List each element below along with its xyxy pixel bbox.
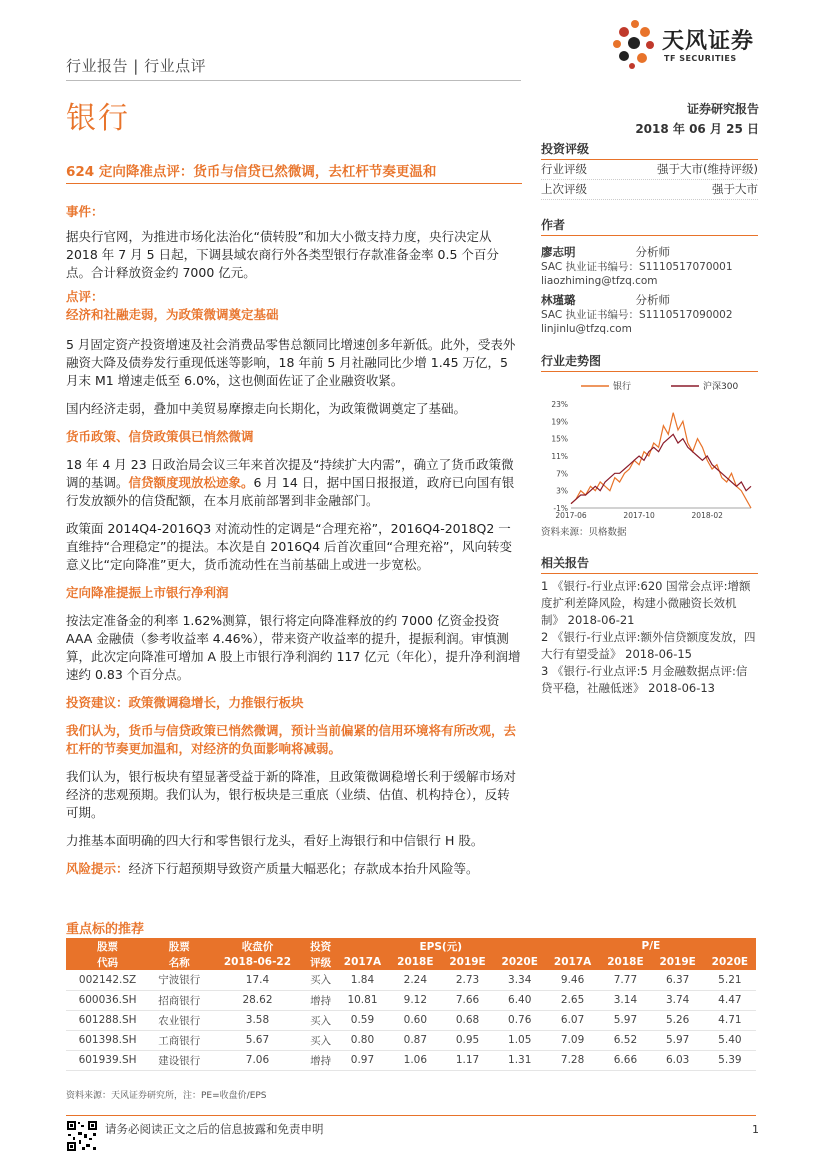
chart-source: 资料来源：贝格数据 xyxy=(541,527,627,538)
related-list xyxy=(541,578,758,697)
table-cell: 买入 xyxy=(306,1010,336,1030)
table-cell: 9.12 xyxy=(389,990,441,1010)
para-policy-c: 6 月 14 日，据中国日报报道，政府已向国有银行发放额外的信贷配额，在本月底前部署到非金融部门。 xyxy=(66,475,515,508)
table-cell: 5.97 xyxy=(652,1030,704,1050)
y-tick-label: 7% xyxy=(556,469,568,479)
table-cell: 6.37 xyxy=(652,970,704,990)
x-tick-label: 2017-10 xyxy=(623,511,655,520)
table-row xyxy=(66,970,756,990)
th: 2017A xyxy=(336,954,390,970)
table-header-row xyxy=(66,954,756,970)
series-line xyxy=(571,413,751,508)
table-cell: 4.47 xyxy=(704,990,756,1010)
table-cell: 买入 xyxy=(306,1030,336,1050)
table-row xyxy=(66,990,756,1010)
table-row xyxy=(66,1010,756,1030)
para-liquidity: 政策面 2014Q4-2016Q3 对流动性的定调是“合理充裕”，2016Q4-2018Q2 一直维持“合理稳定”的提法。本次是自 2016Q4 后首次重回“合理充裕”，风向转变意义比“定向降准”更大，货币流动性在当前基础上或进一步宽松。 xyxy=(66,521,512,572)
table-cell: 2.73 xyxy=(441,970,493,990)
table-cell: 3.14 xyxy=(599,990,651,1010)
related-item[interactable] xyxy=(541,663,758,697)
th: 代码 xyxy=(66,954,149,970)
sidebar xyxy=(541,140,758,697)
rating-label: 行业评级 xyxy=(541,162,587,176)
related-text: 《银行-行业点评:620 国常会点评:增额度扩利差降风险，构建小微融资长效机制》 xyxy=(541,579,751,627)
th: 股票 xyxy=(66,938,149,954)
rating-value: 强于大市(维持评级) xyxy=(657,162,758,176)
author-cert: SAC 执业证书编号：S1110517070001 xyxy=(541,261,733,273)
table-cell: 0.59 xyxy=(336,1010,390,1030)
author-line xyxy=(541,292,758,308)
para-trade: 国内经济走弱，叠加中美贸易摩擦走向长期化，为政策微调奠定了基础。 xyxy=(66,401,467,416)
related-date: 2018-06-21 xyxy=(567,613,635,627)
table-cell: 农业银行 xyxy=(149,1010,209,1030)
author-role: 分析师 xyxy=(635,245,670,259)
table-cell: 3.34 xyxy=(494,970,546,990)
th: 2017A xyxy=(546,954,600,970)
table-header-row xyxy=(66,938,756,954)
author-name: 廖志明 xyxy=(541,245,576,259)
author-cert: SAC 执业证书编号：S1110517090002 xyxy=(541,309,733,321)
risk-text: 经济下行超预期导致资产质量大幅恶化；存款成本抬升风险等。 xyxy=(128,861,479,876)
table-cell: 工商银行 xyxy=(149,1030,209,1050)
risk-label: 风险提示： xyxy=(66,861,129,876)
y-tick-label: 23% xyxy=(551,400,568,409)
table-cell: 建设银行 xyxy=(149,1050,209,1070)
title-divider xyxy=(66,183,522,184)
related-num: 2 xyxy=(541,630,549,644)
table-cell: 0.97 xyxy=(336,1050,390,1070)
table-cell: 10.81 xyxy=(336,990,390,1010)
rating-heading: 投资评级 xyxy=(541,140,758,160)
th: 2019E xyxy=(441,954,493,970)
rating-row xyxy=(541,160,758,180)
th: 评级 xyxy=(306,954,336,970)
author-card xyxy=(541,244,758,288)
y-tick-label: 3% xyxy=(556,486,568,496)
main-body xyxy=(66,203,522,878)
y-tick-label: -1% xyxy=(553,504,568,513)
table-cell: 5.97 xyxy=(599,1010,651,1030)
table-cell: 增持 xyxy=(306,1050,336,1070)
table-cell: 7.28 xyxy=(546,1050,600,1070)
para-policy-b: 信贷额度现放松迹象。 xyxy=(128,475,254,490)
heading-advice: 投资建议：政策微调稳增长，力推银行板块 xyxy=(66,695,304,710)
table-cell: 601288.SH xyxy=(66,1010,149,1030)
y-tick-label: 15% xyxy=(551,434,568,444)
rating-value: 强于大市 xyxy=(712,182,758,196)
table-cell: 5.67 xyxy=(209,1030,305,1050)
table-cell: 17.4 xyxy=(209,970,305,990)
related-date: 2018-06-15 xyxy=(625,647,692,661)
table-cell: 7.77 xyxy=(599,970,651,990)
table-cell: 5.40 xyxy=(704,1030,756,1050)
y-tick-label: 19% xyxy=(551,417,568,427)
series-line xyxy=(571,434,751,503)
footer-divider xyxy=(66,1115,756,1116)
para-economy: 5 月固定资产投资增速及社会消费品零售总额同比增速创多年新低。此外，受表外融资大降及债券发行重现低迷等影响，18 年前 5 月社融同比少增 1.45 万亿，5 月末 M1 增速走低至 6.0%，这也侧面佐证了企业融资收紧。 xyxy=(66,337,516,388)
author-role: 分析师 xyxy=(635,293,670,307)
para-risk xyxy=(66,860,522,878)
related-num: 3 xyxy=(541,664,549,678)
table-cell: 6.52 xyxy=(599,1030,651,1050)
author-heading: 作者 xyxy=(541,216,758,236)
x-tick-label: 2017-06 xyxy=(555,511,587,520)
th: 2018E xyxy=(389,954,441,970)
table-cell: 1.31 xyxy=(494,1050,546,1070)
heading-profit: 定向降准提振上市银行净利润 xyxy=(66,585,229,600)
logo-dots-icon xyxy=(612,18,658,70)
logo-text-cn: 天风证券 xyxy=(662,29,755,54)
table-cell: 0.95 xyxy=(441,1030,493,1050)
footer-disclaimer: 请务必阅读正文之后的信息披露和免责申明 xyxy=(105,1122,324,1136)
th: 2018-06-22 xyxy=(209,954,305,970)
heading-policy: 货币政策、信贷政策俱已悄然微调 xyxy=(66,429,254,444)
table-cell: 2.24 xyxy=(389,970,441,990)
th: 股票 xyxy=(149,938,209,954)
report-category: 行业报告 | 行业点评 xyxy=(66,57,207,75)
logo-text-en: TF SECURITIES xyxy=(664,54,737,63)
x-tick-label: 2018-02 xyxy=(691,511,723,520)
table-row xyxy=(66,1030,756,1050)
th: 名称 xyxy=(149,954,209,970)
table-cell: 宁波银行 xyxy=(149,970,209,990)
table-cell: 2.65 xyxy=(546,990,600,1010)
y-tick-label: 11% xyxy=(551,452,568,461)
trend-heading: 行业走势图 xyxy=(541,352,758,372)
th: P/E xyxy=(546,938,756,954)
table-cell: 5.39 xyxy=(704,1050,756,1070)
table-cell: 600036.SH xyxy=(66,990,149,1010)
table-cell: 增持 xyxy=(306,990,336,1010)
table-cell: 3.74 xyxy=(652,990,704,1010)
related-text: 《银行-行业点评:5 月金融数据点评:信贷平稳，社融低迷》 xyxy=(541,664,748,695)
related-item[interactable] xyxy=(541,629,758,663)
table-cell: 6.40 xyxy=(494,990,546,1010)
rating-row xyxy=(541,180,758,200)
para-profit: 按法定准备金的利率 1.62%测算，银行将定向降准释放的约 7000 亿资金投资 AAA 金融债（参考收益率 4.46%），带来资产收益率的提升，提振利润。审慎测算，此次定向降准可增加 A 股上市银行净利润约 117 亿元（年化），提升净利润增速约 0.83 个百分点。 xyxy=(66,613,521,682)
comment-label: 点评： xyxy=(66,289,104,304)
para-recommend: 力推基本面明确的四大行和零售银行龙头，看好上海银行和中信银行 H 股。 xyxy=(66,833,484,848)
table-cell: 1.17 xyxy=(441,1050,493,1070)
para-advice-bold: 我们认为，货币与信贷政策已悄然微调，预计当前偏紧的信用环境将有所改观，去杠杆的节奏更加温和，对经济的负面影响将减弱。 xyxy=(66,723,517,756)
table-row xyxy=(66,1050,756,1070)
related-item[interactable] xyxy=(541,578,758,629)
table-cell: 6.07 xyxy=(546,1010,600,1030)
th: 2020E xyxy=(494,954,546,970)
table-cell: 601939.SH xyxy=(66,1050,149,1070)
brand-logo xyxy=(612,18,762,74)
para-advice: 我们认为，银行板块有望显著受益于新的降准，且政策微调稳增长利于缓解市场对经济的悲观预期。我们认为，银行板块是三重底（业绩、估值、机构持仓），反转可期。 xyxy=(66,769,517,820)
table-cell: 0.87 xyxy=(389,1030,441,1050)
report-title: 624 定向降准点评：货币与信贷已然微调，去杠杆节奏更温和 xyxy=(66,164,437,180)
th: 投资 xyxy=(306,938,336,954)
table-cell: 0.80 xyxy=(336,1030,390,1050)
stock-table xyxy=(66,938,756,1071)
table-cell: 28.62 xyxy=(209,990,305,1010)
th: 2019E xyxy=(652,954,704,970)
report-type: 证券研究报告 xyxy=(686,102,759,116)
table-cell: 1.06 xyxy=(389,1050,441,1070)
author-card xyxy=(541,292,758,336)
related-date: 2018-06-13 xyxy=(648,681,715,695)
table-body xyxy=(66,970,756,1070)
th: 2018E xyxy=(599,954,651,970)
para-policy xyxy=(66,456,522,510)
table-cell: 0.76 xyxy=(494,1010,546,1030)
th: 2020E xyxy=(704,954,756,970)
legend-label: 银行 xyxy=(613,382,632,392)
table-cell: 1.05 xyxy=(494,1030,546,1050)
table-cell: 买入 xyxy=(306,970,336,990)
legend-label: 沪深300 xyxy=(703,382,739,392)
heading-economy: 经济和社融走弱，为政策微调奠定基础 xyxy=(66,307,279,322)
table-cell: 9.46 xyxy=(546,970,600,990)
author-email[interactable]: liaozhiming@tfzq.com xyxy=(541,275,658,287)
para-policy-a: 18 年 4 月 23 日政治局会议三年来首次提及“持续扩大内需”，确立了货币政策微调的基调。 xyxy=(66,457,514,490)
table-cell: 0.60 xyxy=(389,1010,441,1030)
table-cell: 0.68 xyxy=(441,1010,493,1030)
related-num: 1 xyxy=(541,579,549,593)
event-label: 事件： xyxy=(66,204,104,219)
page-number: 1 xyxy=(752,1123,759,1136)
table-cell: 招商银行 xyxy=(149,990,209,1010)
table-cell: 6.66 xyxy=(599,1050,651,1070)
related-text: 《银行-行业点评:额外信贷额度发放，四大行有望受益》 xyxy=(541,630,756,661)
table-cell: 5.21 xyxy=(704,970,756,990)
event-text: 据央行官网，为推进市场化法治化“债转股”和加大小微支持力度，央行决定从 2018 年 7 月 5 日起，下调县域农商行外各类型银行存款准备金率 0.5 个百分点。合计释放资金约 7000 亿元。 xyxy=(66,229,499,280)
report-date: 2018 年 06 月 25 日 xyxy=(635,122,759,136)
th: EPS(元) xyxy=(336,938,546,954)
table-source: 资料来源：天风证券研究所，注：PE=收盘价/EPS xyxy=(66,1091,267,1101)
rating-label: 上次评级 xyxy=(541,182,587,196)
qr-code-icon xyxy=(66,1120,98,1152)
table-cell: 7.66 xyxy=(441,990,493,1010)
header-divider xyxy=(66,80,521,81)
author-line xyxy=(541,244,758,260)
table-cell: 002142.SZ xyxy=(66,970,149,990)
author-email[interactable]: linjinlu@tfzq.com xyxy=(541,323,632,335)
table-title: 重点标的推荐 xyxy=(66,922,145,937)
table-cell: 7.09 xyxy=(546,1030,600,1050)
table-cell: 3.58 xyxy=(209,1010,305,1030)
related-heading: 相关报告 xyxy=(541,554,758,574)
trend-chart xyxy=(541,376,758,524)
table-cell: 5.26 xyxy=(652,1010,704,1030)
table-cell: 7.06 xyxy=(209,1050,305,1070)
table-cell: 6.03 xyxy=(652,1050,704,1070)
author-name: 林瑾璐 xyxy=(541,293,576,307)
sector-title: 银行 xyxy=(66,101,130,136)
table-cell: 1.84 xyxy=(336,970,390,990)
table-cell: 601398.SH xyxy=(66,1030,149,1050)
th: 收盘价 xyxy=(209,938,305,954)
table-cell: 4.71 xyxy=(704,1010,756,1030)
